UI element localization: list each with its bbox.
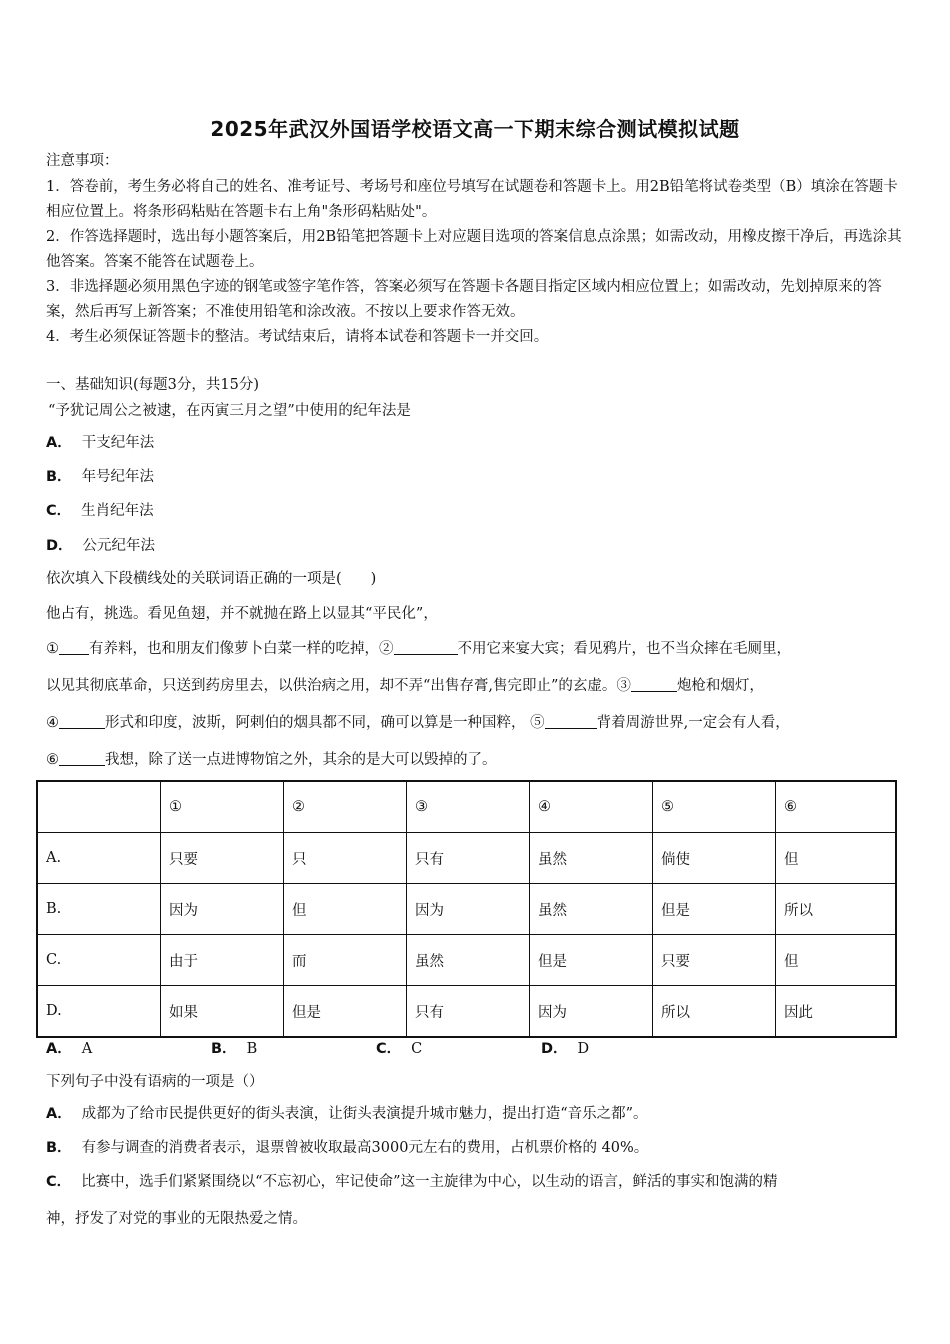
table-cell: 虽然 — [530, 884, 653, 935]
table-cell: 而 — [284, 935, 407, 986]
answer-blank — [394, 638, 458, 655]
option-text: 干支纪年法 — [81, 435, 155, 451]
table-cell: 只要 — [653, 935, 776, 986]
q2-choice-d — [541, 1037, 589, 1058]
table-cell: 由于 — [161, 935, 284, 986]
option-text: 有参与调查的消费者表示，退票曾被收取最高3000元左右的费用，占机票价格的 40%。 — [81, 1140, 649, 1156]
q3-option-c-cont: 神，抒发了对党的事业的无限热爱之情。 — [46, 1211, 307, 1227]
option-text: B — [246, 1041, 258, 1057]
answer-blank — [59, 638, 89, 655]
option-text: A — [81, 1041, 93, 1057]
q2-passage-intro: 他占有，挑选。看见鱼翅，并不就抛在路上以显其“平民化”， — [46, 606, 438, 622]
option-label: C． — [46, 1174, 72, 1190]
table-cell: ① — [161, 781, 284, 833]
table-row — [37, 884, 896, 935]
passage-text: 不用它来宴大宾；看见鸦片，也不当众摔在毛厕里， — [457, 641, 791, 657]
passage-text: 有养料，也和朋友们像萝卜白菜一样的吃掉，② — [89, 641, 394, 657]
table-row — [37, 833, 896, 884]
q2-choice-c — [376, 1037, 422, 1058]
option-text: D — [577, 1041, 590, 1057]
page-title: 2025年武汉外国语学校语文高一下期末综合测试模拟试题 — [210, 117, 740, 141]
option-text: 年号纪年法 — [81, 469, 155, 485]
answer-blank — [631, 675, 677, 692]
table-cell: 只 — [284, 833, 407, 884]
q2-passage-line-2 — [46, 675, 764, 696]
option-text: 成都为了给市民提供更好的街头表演，让街头表演提升城市魅力，提出打造“音乐之都”。 — [81, 1106, 648, 1122]
table-cell: ⑥ — [776, 781, 897, 833]
option-label: D． — [541, 1041, 568, 1057]
table-cell: ④ — [530, 781, 653, 833]
answer-table — [36, 780, 897, 1038]
notice-item-4: 4．考生必须保证答题卡的整洁。考试结束后，请将本试卷和答题卡一并交回。 — [46, 329, 549, 345]
table-cell: C. — [37, 935, 161, 986]
table-cell: 但是 — [284, 986, 407, 1038]
table-cell: 所以 — [653, 986, 776, 1038]
table-cell: 虽然 — [530, 833, 653, 884]
table-cell: 但 — [776, 833, 897, 884]
option-label: B． — [211, 1041, 237, 1057]
option-label: A． — [46, 1106, 72, 1122]
q2-choice-a — [46, 1037, 92, 1058]
table-header-row — [37, 781, 896, 833]
table-cell: 只有 — [407, 986, 530, 1038]
table-cell: ② — [284, 781, 407, 833]
option-label: C． — [46, 503, 72, 519]
notice-item-3: 3．非选择题必须用黑色字迹的钢笔或签字笔作答，答案必须写在答题卡各题目指定区域内相应位置上；如需改动，先划掉原来的答案，然后再写上新答案；不准使用铅笔和涂改液。不按以上要求作答无效。 — [46, 279, 882, 320]
table-cell: B. — [37, 884, 161, 935]
q1-option-a — [46, 433, 154, 453]
table-cell: 如果 — [161, 986, 284, 1038]
blank-marker: ① — [46, 641, 59, 657]
option-label: B． — [46, 469, 72, 485]
q3-option-b — [46, 1138, 648, 1158]
notice-item-1: 1．答卷前，考生务必将自己的姓名、准考证号、考场号和座位号填写在试题卷和答题卡上。用2B铅笔将试卷类型（B）填涂在答题卡相应位置上。将条形码粘贴在答题卡右上角"条形码粘贴处"。 — [46, 179, 898, 220]
table-row — [37, 986, 896, 1038]
option-text: 生肖纪年法 — [81, 503, 154, 519]
table-cell: 因此 — [776, 986, 897, 1038]
table-cell: 倘使 — [653, 833, 776, 884]
table-cell: 但是 — [653, 884, 776, 935]
table-cell: ⑤ — [653, 781, 776, 833]
table-cell: 但 — [284, 884, 407, 935]
table-cell: 因为 — [407, 884, 530, 935]
table-cell: 因为 — [161, 884, 284, 935]
answer-blank — [545, 712, 597, 729]
option-label: A． — [46, 435, 72, 451]
q1-option-d — [46, 536, 155, 556]
q3-option-c — [46, 1172, 777, 1192]
table-cell: 只有 — [407, 833, 530, 884]
option-label: D． — [46, 538, 73, 554]
q1-option-c — [46, 501, 154, 521]
blank-marker: ⑥ — [46, 752, 59, 768]
q2-passage-line-3 — [46, 712, 790, 733]
passage-text: 背着周游世界,一定会有人看， — [596, 715, 790, 731]
notice-item-2: 2．作答选择题时，选出每小题答案后，用2B铅笔把答题卡上对应题目选项的答案信息点涂黑；如需改动，用橡皮擦干净后，再选涂其他答案。答案不能答在试题卷上。 — [46, 229, 902, 270]
table-cell — [37, 781, 161, 833]
q2-stem: 依次填入下段横线处的关联词语正确的一项是( ) — [46, 571, 377, 587]
passage-text: 形式和印度，波斯，阿剌伯的烟具都不同，确可以算是一种国粹， ⑤ — [105, 715, 545, 731]
passage-text: 我想，除了送一点进博物馆之外，其余的是大可以毁掉的了。 — [105, 752, 497, 768]
notice-heading: 注意事项： — [46, 153, 119, 169]
q1-option-b — [46, 467, 154, 487]
q3-option-a — [46, 1104, 648, 1124]
table-row — [37, 935, 896, 986]
table-cell: 但 — [776, 935, 897, 986]
q2-passage-line-1 — [46, 638, 791, 659]
table-cell: A. — [37, 833, 161, 884]
table-cell: 虽然 — [407, 935, 530, 986]
option-text: 公元纪年法 — [82, 538, 156, 554]
q2-choice-b — [211, 1037, 257, 1058]
option-text: 比赛中，选手们紧紧围绕以“不忘初心，牢记使命”这一主旋律为中心，以生动的语言，鲜活的事实和饱满的精 — [81, 1174, 778, 1190]
table-cell: 只要 — [161, 833, 284, 884]
table-cell: 因为 — [530, 986, 653, 1038]
section-heading: 一、基础知识(每题3分，共15分) — [46, 377, 259, 393]
table-cell: D. — [37, 986, 161, 1038]
answer-blank — [59, 749, 105, 766]
q3-stem: 下列句子中没有语病的一项是（） — [46, 1074, 264, 1090]
passage-text: 以见其彻底革命，只送到药房里去，以供治病之用，却不弄“出售存膏,售完即止”的玄虚。③ — [46, 678, 631, 694]
passage-text: 炮枪和烟灯， — [676, 678, 764, 694]
q1-stem: “予犹记周公之被逮，在丙寅三月之望”中使用的纪年法是 — [48, 403, 411, 419]
table-cell: ③ — [407, 781, 530, 833]
option-label: A． — [46, 1041, 72, 1057]
option-label: C． — [376, 1041, 402, 1057]
table-cell: 所以 — [776, 884, 897, 935]
answer-blank — [59, 712, 105, 729]
q2-passage-line-4 — [46, 749, 497, 770]
blank-marker: ④ — [46, 715, 59, 731]
option-label: B． — [46, 1140, 72, 1156]
table-cell: 但是 — [530, 935, 653, 986]
option-text: C — [411, 1041, 423, 1057]
